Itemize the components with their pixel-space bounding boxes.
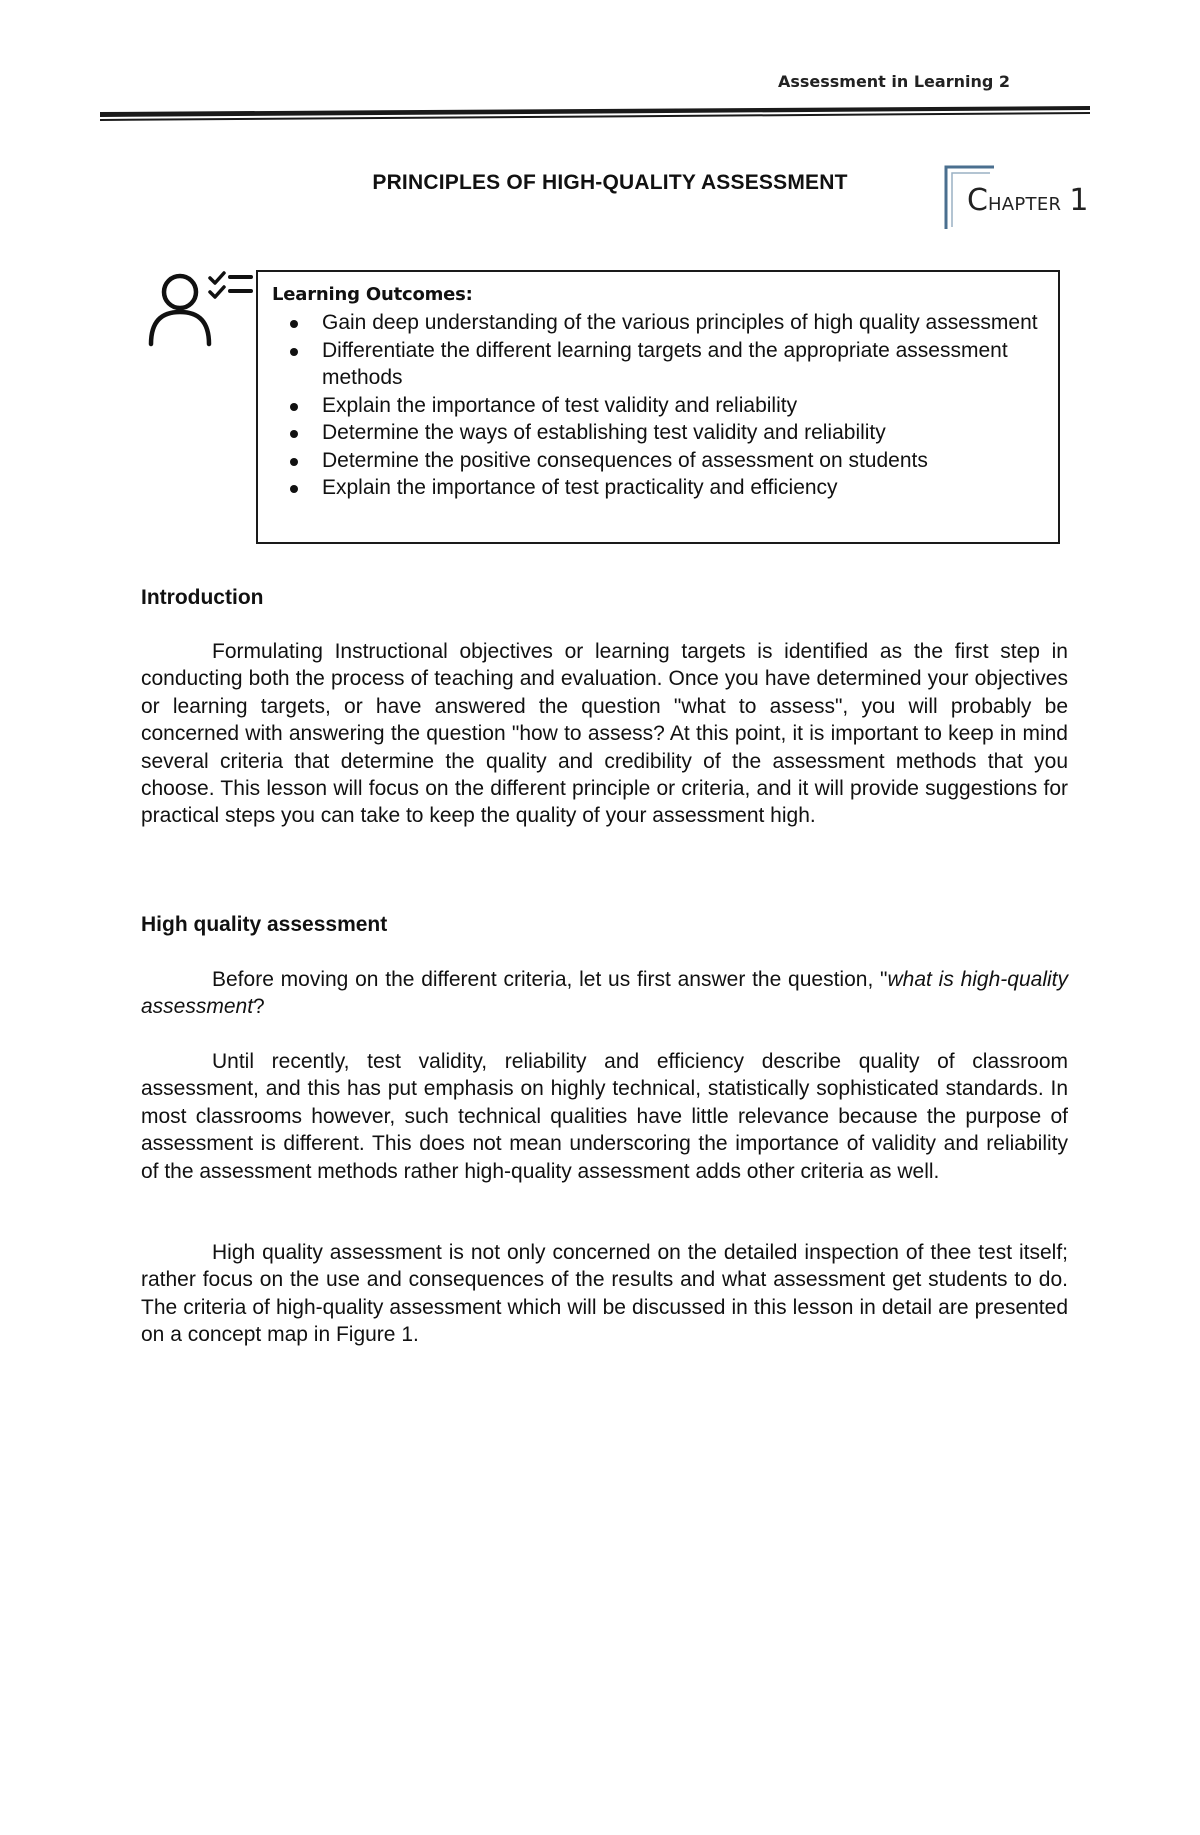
chapter-label-rest: HAPTER: [987, 194, 1062, 215]
learning-outcome-item: Determine the positive consequences of assessment on students: [322, 447, 1044, 475]
learning-outcomes-box: [256, 270, 1060, 544]
learning-outcomes-heading: Learning Outcomes:: [272, 284, 473, 305]
running-header-title: Assessment in Learning 2: [777, 72, 1010, 91]
learning-outcome-item: Differentiate the different learning targets and the appropriate assessment methods: [322, 337, 1044, 392]
learning-outcomes-list: [272, 309, 1044, 502]
learner-checklist-icon: [145, 270, 255, 350]
introduction-heading: Introduction: [141, 586, 264, 609]
high-quality-p1-prefix: Before moving on the different criteria, let us first answer the question, ": [212, 968, 888, 991]
page-title: PRINCIPLES OF HIGH-QUALITY ASSESSMENT: [372, 171, 848, 194]
high-quality-p1-italic: what is high-quality assessment: [141, 968, 1068, 1019]
learning-outcome-item: Explain the importance of test practicality and efficiency: [322, 474, 1044, 502]
high-quality-paragraph-1: [141, 966, 1068, 1021]
learning-outcome-item: Determine the ways of establishing test validity and reliability: [322, 419, 1044, 447]
high-quality-p1-suffix: ?: [253, 995, 265, 1019]
high-quality-paragraph-2: Until recently, test validity, reliability and efficiency describe quality of classroom assessment, and this has put emphasis on highly technical, statistically sophisticated standards. In most classrooms however, such technical qualities have little relevance because the purpose of assessment is different. This does not mean underscoring the importance of validity and reliability of the assessment methods rather high-quality assessment adds other criteria as well.: [141, 1050, 1068, 1183]
learning-outcome-item: Gain deep understanding of the various principles of high quality assessment: [322, 309, 1044, 337]
learning-outcome-item: Explain the importance of test validity and reliability: [322, 392, 1044, 420]
header-rule: [100, 98, 1090, 128]
chapter-number: 1: [1069, 183, 1089, 218]
chapter-label-initial: C: [967, 183, 988, 218]
high-quality-heading: High quality assessment: [141, 913, 388, 936]
introduction-paragraph: Formulating Instructional objectives or learning targets is identified as the first step in conducting both the process of teaching and evaluation. Once you have determined your objectives or learning targets, or have answered the question "what to assess", you will probably be concerned with answering the question "how to assess? At this point, it is important to keep in mind several criteria that determine the quality and credibility of the assessment methods that you choose. This lesson will focus on the different principle or criteria, and it will provide suggestions for practical steps you can take to keep the quality of your assessment high.: [141, 640, 1068, 828]
chapter-label: [967, 183, 1088, 218]
high-quality-paragraph-3: High quality assessment is not only concerned on the detailed inspection of thee test itself; rather focus on the use and consequences of the results and what assessment get students to do. The criteria of high-quality assessment which will be discussed in this lesson in detail are presented on a concept map in Figure 1.: [141, 1241, 1068, 1347]
